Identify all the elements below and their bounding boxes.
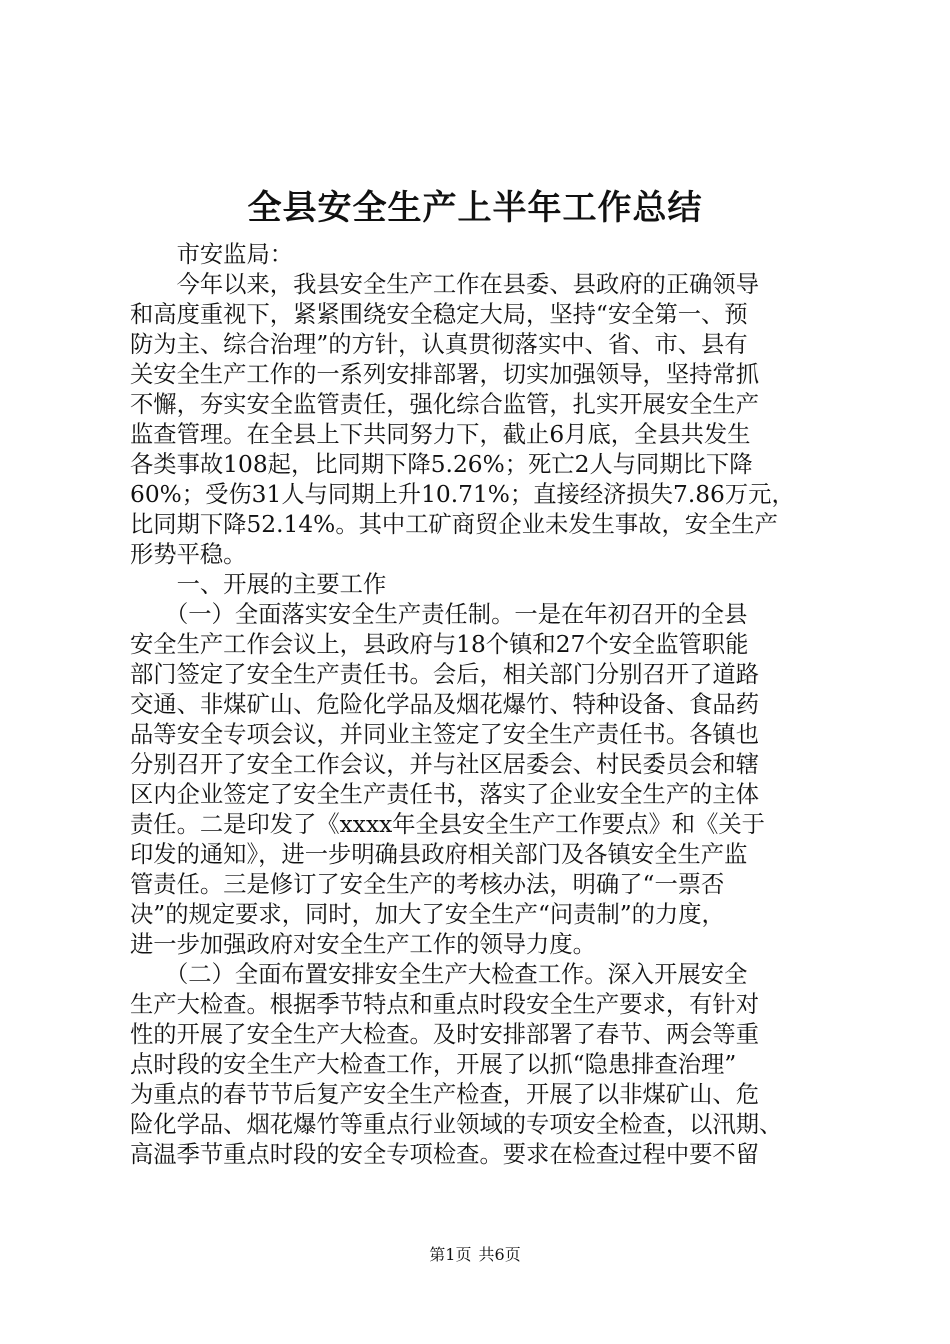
text-line: 各类事故108起，比同期下降5.26%；死亡2人与同期比下降 bbox=[130, 451, 753, 478]
text-line: 防为主、综合治理”的方针，认真贯彻落实中、省、市、县有 bbox=[130, 331, 748, 358]
text-line: 品等安全专项会议，并同业主签定了安全生产责任书。各镇也 bbox=[130, 721, 760, 748]
text-line: 险化学品、烟花爆竹等重点行业领域的专项安全检查，以汛期、 bbox=[130, 1111, 783, 1138]
text-line: 今年以来，我县安全生产工作在县委、县政府的正确领导 bbox=[130, 271, 760, 298]
text-line: 进一步加强政府对安全生产工作的领导力度。 bbox=[130, 931, 596, 958]
page-footer bbox=[0, 1245, 950, 1265]
text-line: 性的开展了安全生产大检查。及时安排部署了春节、两会等重 bbox=[130, 1021, 760, 1048]
text-line: 60%；受伤31人与同期上升10.71%；直接经济损失7.86万元， bbox=[130, 481, 795, 508]
text-line: 交通、非煤矿山、危险化学品及烟花爆竹、特种设备、食品药 bbox=[130, 691, 760, 718]
text-line: （二）全面布置安排安全生产大检查工作。深入开展安全 bbox=[130, 961, 748, 988]
page-number: 第1页 bbox=[429, 1245, 472, 1264]
text-line: 管责任。三是修订了安全生产的考核办法，明确了“一票否 bbox=[130, 871, 725, 898]
text-line: 区内企业签定了安全生产责任书，落实了企业安全生产的主体 bbox=[130, 781, 760, 808]
text-line: 形势平稳。 bbox=[130, 541, 247, 568]
text-line: 印发的通知》，进一步明确县政府相关部门及各镇安全生产监 bbox=[130, 841, 748, 868]
text-line: 分别召开了安全工作会议，并与社区居委会、村民委员会和辖 bbox=[130, 751, 760, 778]
text-line: 不懈，夯实安全监管责任，强化综合监管，扎实开展安全生产 bbox=[130, 391, 760, 418]
page-total: 共6页 bbox=[478, 1245, 521, 1264]
text-line: （一）全面落实安全生产责任制。一是在年初召开的全县 bbox=[130, 601, 748, 628]
text-line: 部门签定了安全生产责任书。会后，相关部门分别召开了道路 bbox=[130, 661, 760, 688]
text-line: 责任。二是印发了《xxxx年全县安全生产工作要点》和《关于 bbox=[130, 811, 765, 838]
document-title: 全县安全生产上半年工作总结 bbox=[247, 188, 703, 228]
text-line: 点时段的安全生产大检查工作，开展了以抓“隐患排查治理” bbox=[130, 1051, 737, 1078]
text-line: 安全生产工作会议上，县政府与18个镇和27个安全监管职能 bbox=[130, 631, 749, 658]
text-line: 为重点的春节节后复产安全生产检查，开展了以非煤矿山、危 bbox=[130, 1081, 760, 1108]
text-line: 比同期下降52.14%。其中工矿商贸企业未发生事故，安全生产 bbox=[130, 511, 778, 538]
text-line: 高温季节重点时段的安全专项检查。要求在检查过程中要不留 bbox=[130, 1141, 760, 1168]
document-body bbox=[130, 240, 830, 1170]
text-line: 和高度重视下，紧紧围绕安全稳定大局，坚持“安全第一、预 bbox=[130, 301, 748, 328]
text-line: 监查管理。在全县上下共同努力下，截止6月底，全县共发生 bbox=[130, 421, 751, 448]
text-line: 决”的规定要求，同时，加大了安全生产“问责制”的力度， bbox=[130, 901, 725, 928]
text-line: 关安全生产工作的一系列安排部署，切实加强领导，坚持常抓 bbox=[130, 361, 760, 388]
text-line: 一、开展的主要工作 bbox=[130, 571, 387, 598]
text-line: 市安监局： bbox=[130, 241, 294, 268]
text-line: 生产大检查。根据季节特点和重点时段安全生产要求，有针对 bbox=[130, 991, 760, 1018]
